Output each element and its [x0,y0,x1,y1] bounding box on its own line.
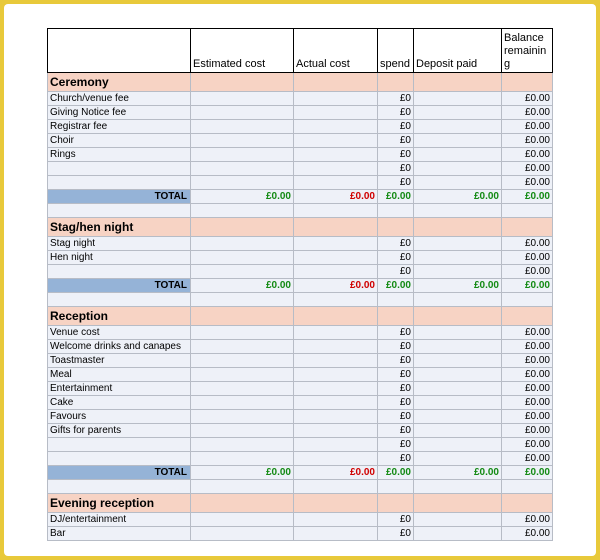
table-row [48,368,553,382]
item-label-cell[interactable] [48,438,191,452]
empty-cell[interactable] [414,204,502,218]
section-title[interactable]: Ceremony [48,73,191,92]
estimated-cost-cell[interactable] [191,92,294,106]
spend-cell[interactable]: £0 [378,326,414,340]
spacer-row [48,480,553,494]
actual-cost-cell[interactable] [294,134,378,148]
empty-cell[interactable] [48,480,191,494]
spend-cell[interactable]: £0 [378,106,414,120]
table-row [48,265,553,279]
total-balance-cell[interactable]: £0.00 [502,466,553,480]
actual-cost-cell[interactable] [294,162,378,176]
total-deposit-cell[interactable]: £0.00 [414,279,502,293]
deposit-paid-cell[interactable] [414,134,502,148]
spend-cell[interactable]: £0 [378,265,414,279]
spend-cell[interactable]: £0 [378,452,414,466]
item-label-cell[interactable]: Giving Notice fee [48,106,191,120]
actual-cost-cell[interactable] [294,354,378,368]
empty-cell[interactable] [378,204,414,218]
empty-cell[interactable] [191,293,294,307]
deposit-paid-cell[interactable] [414,410,502,424]
spend-cell[interactable]: £0 [378,237,414,251]
section-header-row [48,307,553,326]
estimated-cost-cell[interactable] [191,340,294,354]
section-header-cell[interactable] [378,218,414,237]
section-title[interactable]: Reception [48,307,191,326]
table-row [48,354,553,368]
table-row [48,237,553,251]
total-actual-cell[interactable]: £0.00 [294,466,378,480]
estimated-cost-cell[interactable] [191,251,294,265]
total-row [48,279,553,293]
deposit-paid-cell[interactable] [414,438,502,452]
item-label-cell[interactable]: Favours [48,410,191,424]
empty-cell[interactable] [502,293,553,307]
section-header-cell[interactable] [191,73,294,92]
section-header-cell[interactable] [191,218,294,237]
item-label-cell[interactable]: Stag night [48,237,191,251]
section-header-cell[interactable] [414,218,502,237]
actual-cost-cell[interactable] [294,368,378,382]
actual-cost-cell[interactable] [294,237,378,251]
item-label-cell[interactable]: Registrar fee [48,120,191,134]
actual-cost-cell[interactable] [294,340,378,354]
deposit-paid-cell[interactable] [414,326,502,340]
total-spend-cell[interactable]: £0.00 [378,466,414,480]
table-row [48,340,553,354]
item-label-cell[interactable]: Gifts for parents [48,424,191,438]
section-header-cell[interactable] [294,307,378,326]
table-row [48,134,553,148]
item-label-cell[interactable]: Church/venue fee [48,92,191,106]
actual-cost-cell[interactable] [294,92,378,106]
item-label-cell[interactable] [48,452,191,466]
actual-cost-cell[interactable] [294,251,378,265]
header-spend[interactable]: spend [378,29,414,73]
balance-remaining-cell[interactable]: £0.00 [502,438,553,452]
spend-cell[interactable]: £0 [378,513,414,527]
spend-cell[interactable]: £0 [378,251,414,265]
empty-cell[interactable] [48,204,191,218]
deposit-paid-cell[interactable] [414,176,502,190]
balance-remaining-cell[interactable]: £0.00 [502,410,553,424]
estimated-cost-cell[interactable] [191,438,294,452]
balance-remaining-cell[interactable]: £0.00 [502,162,553,176]
estimated-cost-cell[interactable] [191,424,294,438]
empty-cell[interactable] [294,480,378,494]
balance-remaining-cell[interactable]: £0.00 [502,251,553,265]
spend-cell[interactable]: £0 [378,134,414,148]
deposit-paid-cell[interactable] [414,368,502,382]
deposit-paid-cell[interactable] [414,513,502,527]
balance-remaining-cell[interactable]: £0.00 [502,176,553,190]
section-header-cell[interactable] [502,73,553,92]
spend-cell[interactable]: £0 [378,527,414,541]
estimated-cost-cell[interactable] [191,120,294,134]
empty-cell[interactable] [378,293,414,307]
estimated-cost-cell[interactable] [191,326,294,340]
empty-cell[interactable] [294,293,378,307]
total-spend-cell[interactable]: £0.00 [378,190,414,204]
table-row [48,527,553,541]
table-row [48,251,553,265]
balance-remaining-cell[interactable]: £0.00 [502,326,553,340]
spend-cell[interactable]: £0 [378,410,414,424]
item-label-cell[interactable]: Hen night [48,251,191,265]
section-header-cell[interactable] [294,494,378,513]
estimated-cost-cell[interactable] [191,354,294,368]
total-balance-cell[interactable]: £0.00 [502,279,553,293]
deposit-paid-cell[interactable] [414,251,502,265]
item-label-cell[interactable] [48,162,191,176]
total-estimated-cell[interactable]: £0.00 [191,190,294,204]
estimated-cost-cell[interactable] [191,513,294,527]
item-label-cell[interactable]: Cake [48,396,191,410]
total-deposit-cell[interactable]: £0.00 [414,466,502,480]
actual-cost-cell[interactable] [294,513,378,527]
deposit-paid-cell[interactable] [414,396,502,410]
table-row [48,382,553,396]
balance-remaining-cell[interactable]: £0.00 [502,354,553,368]
total-label-cell[interactable]: TOTAL [48,466,191,480]
balance-remaining-cell[interactable]: £0.00 [502,340,553,354]
actual-cost-cell[interactable] [294,382,378,396]
estimated-cost-cell[interactable] [191,162,294,176]
spacer-row [48,204,553,218]
table-row [48,148,553,162]
table-row [48,106,553,120]
balance-remaining-cell[interactable]: £0.00 [502,368,553,382]
section-header-cell[interactable] [378,73,414,92]
spend-cell[interactable]: £0 [378,92,414,106]
estimated-cost-cell[interactable] [191,237,294,251]
total-label-cell[interactable]: TOTAL [48,190,191,204]
empty-cell[interactable] [414,480,502,494]
section-header-row [48,218,553,237]
section-header-cell[interactable] [414,73,502,92]
deposit-paid-cell[interactable] [414,527,502,541]
section-header-cell[interactable] [502,218,553,237]
balance-remaining-cell[interactable]: £0.00 [502,92,553,106]
table-row [48,326,553,340]
total-actual-cell[interactable]: £0.00 [294,190,378,204]
table-row [48,513,553,527]
deposit-paid-cell[interactable] [414,237,502,251]
deposit-paid-cell[interactable] [414,162,502,176]
actual-cost-cell[interactable] [294,265,378,279]
balance-remaining-cell[interactable]: £0.00 [502,134,553,148]
deposit-paid-cell[interactable] [414,452,502,466]
item-label-cell[interactable]: Choir [48,134,191,148]
item-label-cell[interactable]: Venue cost [48,326,191,340]
balance-remaining-cell[interactable]: £0.00 [502,527,553,541]
deposit-paid-cell[interactable] [414,424,502,438]
empty-cell[interactable] [48,293,191,307]
deposit-paid-cell[interactable] [414,148,502,162]
total-estimated-cell[interactable]: £0.00 [191,466,294,480]
estimated-cost-cell[interactable] [191,396,294,410]
table-row [48,438,553,452]
header-balance-remaining[interactable]: Balance remaining [502,29,553,73]
actual-cost-cell[interactable] [294,396,378,410]
empty-cell[interactable] [414,293,502,307]
spend-cell[interactable]: £0 [378,368,414,382]
table-row [48,424,553,438]
total-label-cell[interactable]: TOTAL [48,279,191,293]
total-actual-cell[interactable]: £0.00 [294,279,378,293]
budget-spreadsheet [47,28,553,541]
actual-cost-cell[interactable] [294,176,378,190]
estimated-cost-cell[interactable] [191,176,294,190]
spend-cell[interactable]: £0 [378,340,414,354]
spend-cell[interactable]: £0 [378,176,414,190]
section-header-cell[interactable] [191,494,294,513]
table-row [48,396,553,410]
section-header-cell[interactable] [414,494,502,513]
spreadsheet-body [48,29,553,541]
estimated-cost-cell[interactable] [191,148,294,162]
deposit-paid-cell[interactable] [414,382,502,396]
estimated-cost-cell[interactable] [191,106,294,120]
total-spend-cell[interactable]: £0.00 [378,279,414,293]
item-label-cell[interactable]: DJ/entertainment [48,513,191,527]
estimated-cost-cell[interactable] [191,134,294,148]
section-header-row [48,73,553,92]
deposit-paid-cell[interactable] [414,120,502,134]
balance-remaining-cell[interactable]: £0.00 [502,382,553,396]
item-label-cell[interactable] [48,176,191,190]
balance-remaining-cell[interactable]: £0.00 [502,265,553,279]
spend-cell[interactable]: £0 [378,120,414,134]
estimated-cost-cell[interactable] [191,452,294,466]
spend-cell[interactable]: £0 [378,354,414,368]
balance-remaining-cell[interactable]: £0.00 [502,148,553,162]
total-estimated-cell[interactable]: £0.00 [191,279,294,293]
spacer-row [48,293,553,307]
deposit-paid-cell[interactable] [414,106,502,120]
actual-cost-cell[interactable] [294,120,378,134]
header-item-cell[interactable] [48,29,191,73]
section-header-cell[interactable] [502,494,553,513]
deposit-paid-cell[interactable] [414,340,502,354]
spend-cell[interactable]: £0 [378,382,414,396]
section-title[interactable]: Evening reception [48,494,191,513]
deposit-paid-cell[interactable] [414,92,502,106]
item-label-cell[interactable]: Bar [48,527,191,541]
item-label-cell[interactable]: Entertainment [48,382,191,396]
header-actual-cost[interactable]: Actual cost [294,29,378,73]
actual-cost-cell[interactable] [294,452,378,466]
spend-cell[interactable]: £0 [378,424,414,438]
header-deposit-paid[interactable]: Deposit paid [414,29,502,73]
actual-cost-cell[interactable] [294,148,378,162]
balance-remaining-cell[interactable]: £0.00 [502,424,553,438]
spend-cell[interactable]: £0 [378,438,414,452]
total-balance-cell[interactable]: £0.00 [502,190,553,204]
spend-cell[interactable]: £0 [378,148,414,162]
item-label-cell[interactable]: Welcome drinks and canapes [48,340,191,354]
empty-cell[interactable] [502,480,553,494]
empty-cell[interactable] [502,204,553,218]
section-header-cell[interactable] [378,307,414,326]
item-label-cell[interactable]: Meal [48,368,191,382]
table-row [48,92,553,106]
table-row [48,410,553,424]
table-row [48,162,553,176]
deposit-paid-cell[interactable] [414,354,502,368]
estimated-cost-cell[interactable] [191,265,294,279]
actual-cost-cell[interactable] [294,106,378,120]
estimated-cost-cell[interactable] [191,382,294,396]
total-row [48,190,553,204]
balance-remaining-cell[interactable]: £0.00 [502,237,553,251]
section-header-cell[interactable] [294,218,378,237]
header-row [48,29,553,73]
estimated-cost-cell[interactable] [191,368,294,382]
empty-cell[interactable] [378,480,414,494]
table-row [48,120,553,134]
section-header-cell[interactable] [414,307,502,326]
balance-remaining-cell[interactable]: £0.00 [502,513,553,527]
estimated-cost-cell[interactable] [191,410,294,424]
section-header-cell[interactable] [294,73,378,92]
balance-remaining-cell[interactable]: £0.00 [502,106,553,120]
actual-cost-cell[interactable] [294,424,378,438]
actual-cost-cell[interactable] [294,438,378,452]
section-header-cell[interactable] [378,494,414,513]
spend-cell[interactable]: £0 [378,162,414,176]
empty-cell[interactable] [294,204,378,218]
section-header-cell[interactable] [502,307,553,326]
empty-cell[interactable] [191,480,294,494]
section-header-row [48,494,553,513]
empty-cell[interactable] [191,204,294,218]
table-row [48,452,553,466]
balance-remaining-cell[interactable]: £0.00 [502,452,553,466]
balance-remaining-cell[interactable]: £0.00 [502,396,553,410]
item-label-cell[interactable] [48,265,191,279]
section-title[interactable]: Stag/hen night [48,218,191,237]
table-row [48,176,553,190]
spend-cell[interactable]: £0 [378,396,414,410]
total-row [48,466,553,480]
total-deposit-cell[interactable]: £0.00 [414,190,502,204]
estimated-cost-cell[interactable] [191,527,294,541]
header-estimated-cost[interactable]: Estimated cost [191,29,294,73]
section-header-cell[interactable] [191,307,294,326]
item-label-cell[interactable]: Toastmaster [48,354,191,368]
item-label-cell[interactable]: Rings [48,148,191,162]
balance-remaining-cell[interactable]: £0.00 [502,120,553,134]
actual-cost-cell[interactable] [294,410,378,424]
deposit-paid-cell[interactable] [414,265,502,279]
actual-cost-cell[interactable] [294,326,378,340]
actual-cost-cell[interactable] [294,527,378,541]
